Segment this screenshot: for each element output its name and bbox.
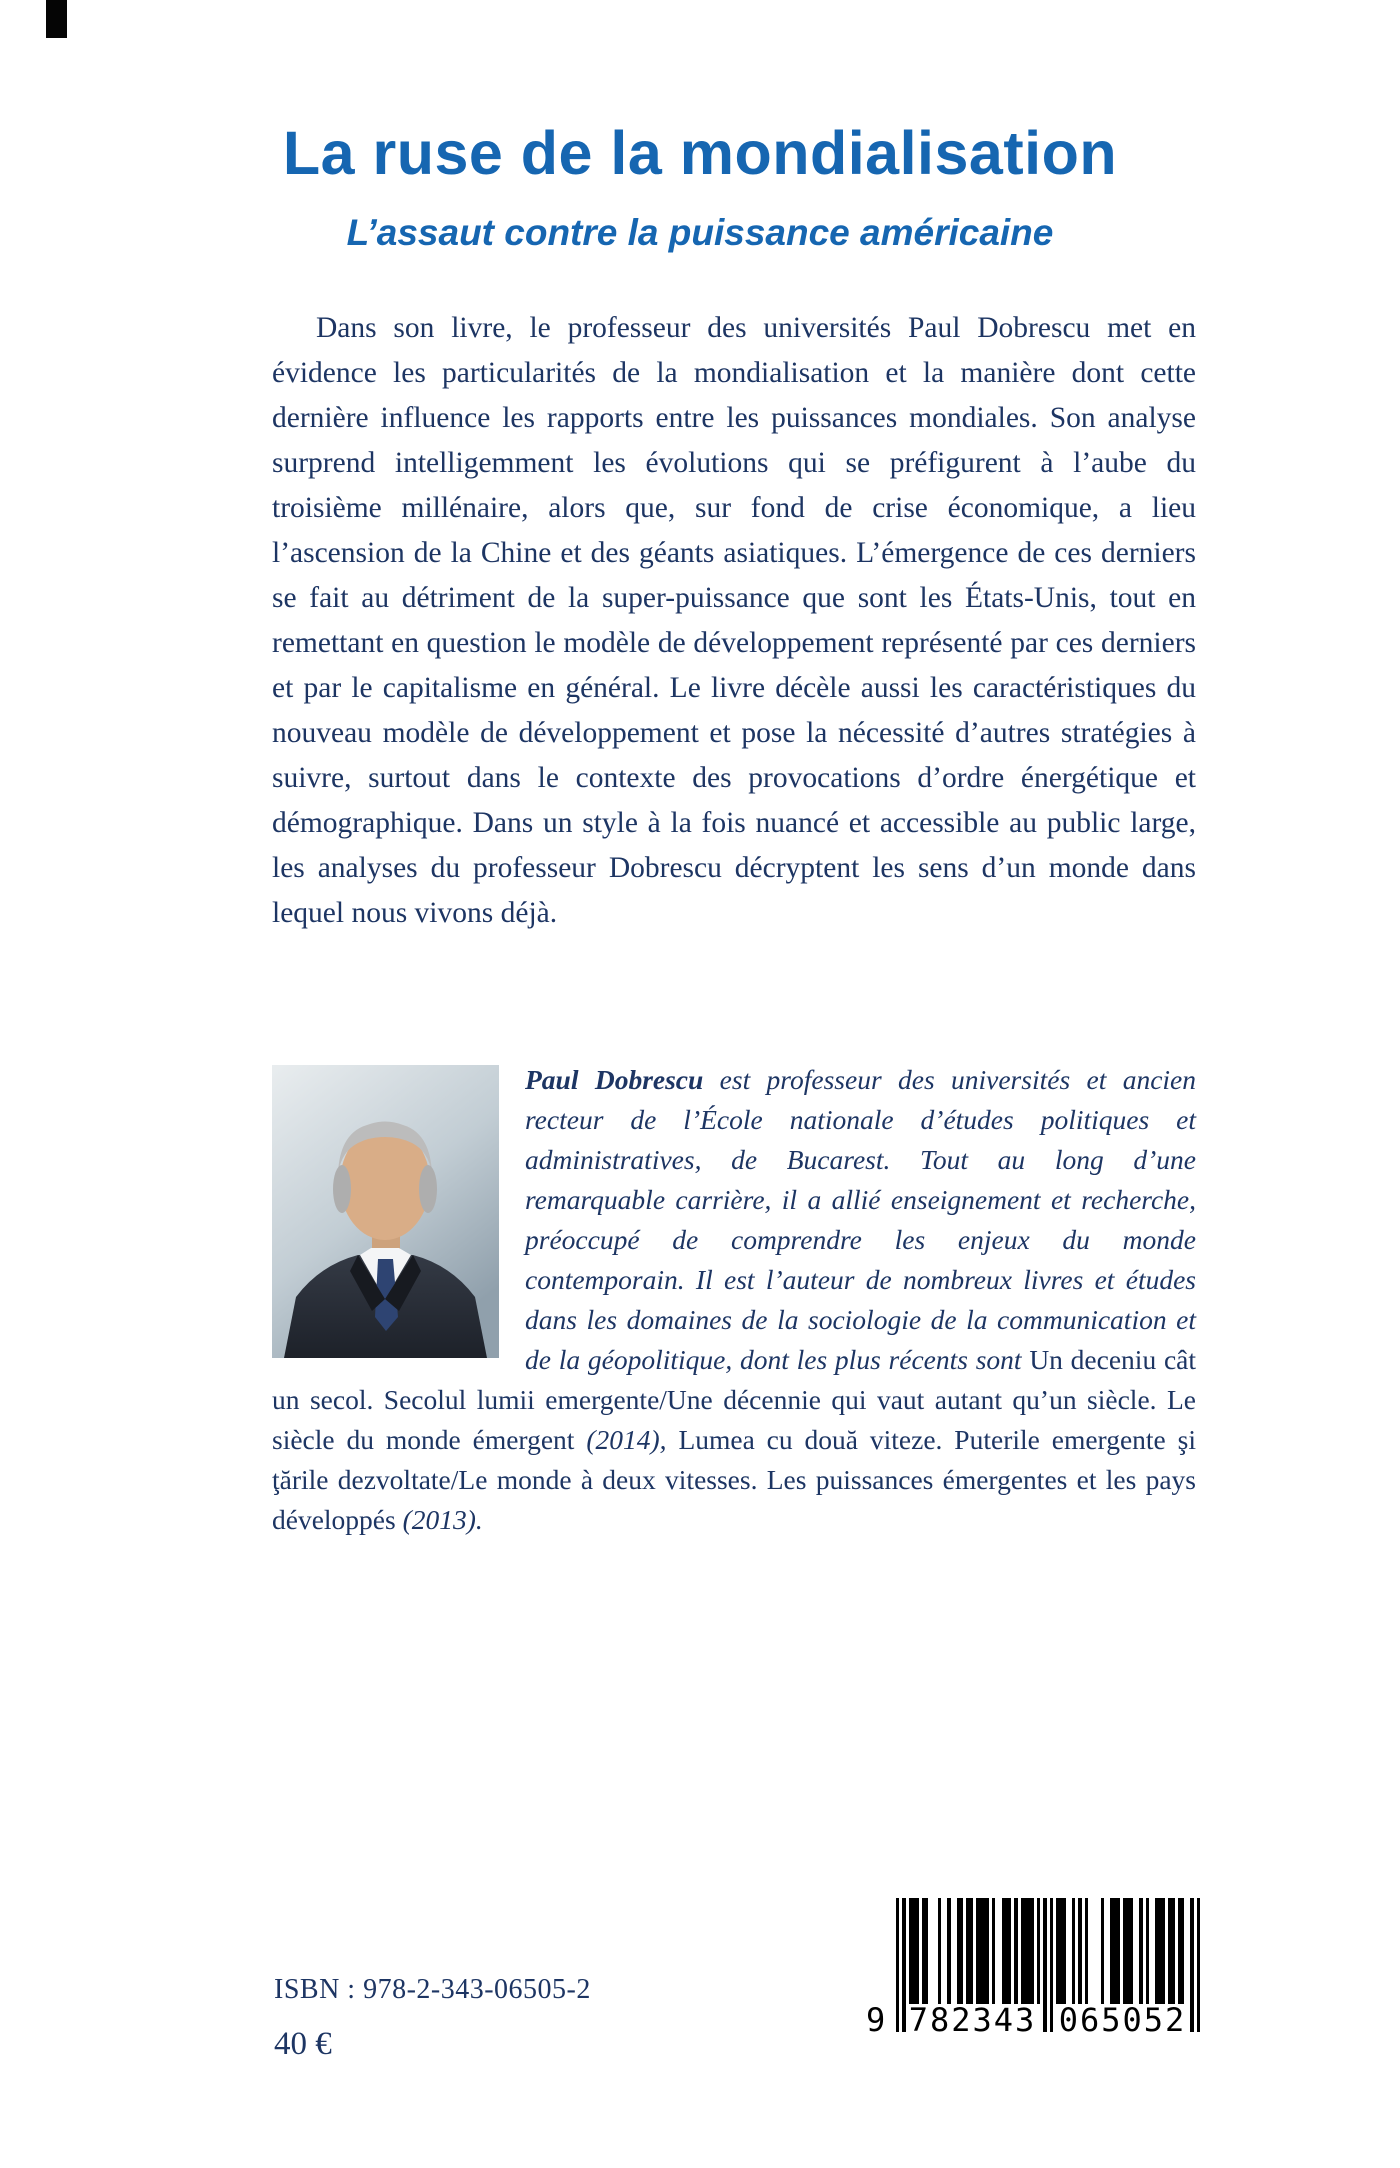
barcode-bar <box>1030 1898 1033 2004</box>
barcode-bar <box>1130 1898 1133 2004</box>
barcode-bar <box>986 1898 989 2004</box>
synopsis-paragraph: Dans son livre, le professeur des universités Paul Dobrescu met en évidence les particularités de la mondialisation et la manière dont cette dernière influence les rapports entre les puissances mondiales. Son analyse surprend intelligemment les évolutions qui se préfigurent à l’aube du troisième millénaire, alors que, sur fond de crise économique, a lieu l’ascension de la Chine et des géants asiatiques. L’émergence de ces derniers se fait au détriment de la super-puissance que sont les États-Unis, tout en remettant en question le modèle de développement représenté par ces derniers et par le capitalisme en général. Le livre décèle aussi les caractéristiques du nouveau modèle de développement et pose la nécessité d’autres stratégies à suivre, surtout dans le contexte des provocations d’ordre énergétique et démographique. Dans un style à la fois nuancé et accessible au public large, les analyses du professeur Dobrescu décryptent les sens d’un monde dans lequel nous vivons déjà. <box>272 312 1196 929</box>
bio-segment: Paul Dobrescu <box>525 1064 704 1095</box>
barcode-bar <box>1139 1898 1142 2004</box>
barcode-bar <box>960 1898 963 2004</box>
barcode-digit-first: 9 <box>866 2001 886 2039</box>
barcode-bar <box>896 1898 899 2032</box>
barcode-digits-right: 065052 <box>1058 2001 1187 2039</box>
barcode-bar <box>1008 1898 1011 2004</box>
bio-segment: (2013). <box>402 1504 483 1535</box>
bio-segment: est professeur des universités et ancien recteur de l’École nationale d’études politiques et administratives, de Bucarest. Tout au long d’une remarquable carrière, il a allié enseignement et recherche, préoccupé de comprendre les enjeux du monde contemporain. Il est l’auteur de nombreux livres et études dans les domaines de la sociologie de la communication et de la géopolitique, dont les plus récents sont <box>525 1064 1197 1375</box>
barcode-bar <box>1171 1898 1174 2004</box>
barcode-bar <box>992 1898 995 2004</box>
barcode-bar <box>1181 1898 1184 2004</box>
book-title: La ruse de la mondialisation <box>282 119 1118 187</box>
barcode-bar <box>1101 1898 1104 2004</box>
barcode-bar <box>1050 1898 1053 2032</box>
barcode-bar <box>1014 1898 1017 2004</box>
barcode <box>866 1898 1202 2068</box>
barcode-bars <box>896 1898 1202 2068</box>
book-subtitle: L’assaut contre la puissance américaine <box>346 212 1054 253</box>
bio-segment: Lumea cu două viteze. Puterile emergente şi ţările dezvoltate/Le monde à deux vitesses. Les puissances émergentes et les pays développés <box>272 1424 1196 1535</box>
barcode-bar <box>1146 1898 1149 2004</box>
barcode-bar <box>1037 1898 1040 2004</box>
barcode-bar <box>1190 1898 1193 2032</box>
bio-segment: Un deceniu cât un secol. Secolul lumii emergente/Une décennie qui vaut autant qu’un siècle. Le siècle du monde émergent <box>272 1344 1197 1455</box>
barcode-bar <box>1085 1898 1088 2004</box>
barcode-bar <box>1043 1898 1046 2032</box>
barcode-bar <box>1117 1898 1120 2004</box>
barcode-bar <box>1078 1898 1081 2004</box>
bio-segment: (2014), <box>586 1424 667 1455</box>
barcode-bar <box>947 1898 950 2004</box>
barcode-bar <box>1197 1898 1200 2032</box>
scan-artifact <box>46 0 67 38</box>
barcode-bar <box>1072 1898 1075 2004</box>
barcode-digits-left: 782343 <box>908 2001 1037 2039</box>
isbn-text: ISBN : 978-2-343-06505-2 <box>274 1974 591 2005</box>
price-text: 40 € <box>274 2026 332 2062</box>
barcode-bar <box>970 1898 973 2004</box>
barcode-bar <box>902 1898 905 2032</box>
author-photo <box>272 1065 499 1358</box>
barcode-bar <box>925 1898 928 2004</box>
barcode-bar <box>1162 1898 1165 2004</box>
barcode-bar <box>915 1898 918 2004</box>
author-photo-graphic <box>272 1065 499 1358</box>
author-bio <box>272 1060 1196 1540</box>
barcode-bar <box>938 1898 941 2004</box>
barcode-bar <box>1062 1898 1065 2004</box>
